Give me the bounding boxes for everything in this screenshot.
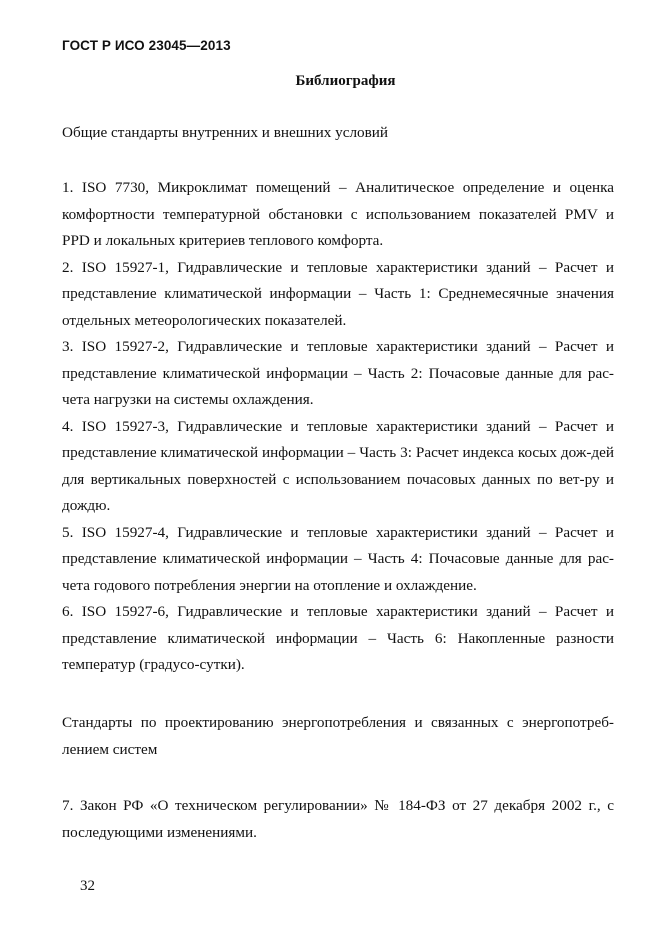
section-heading-general-standards <box>62 120 614 147</box>
reference-list-energy <box>62 793 614 846</box>
document-code-header: ГОСТ Р ИСО 23045—2013 <box>62 38 231 53</box>
reference-item-1: 1. ISO 7730, Микроклимат помещений – Аналитическое определение и оценка комфортности температурной обстановки с использованием показателей PMV и PPD и локальных критериев теплового комфорта. <box>62 179 614 249</box>
section-heading-text: Общие стандарты внутренних и внешних условий <box>62 124 389 141</box>
section-heading-text: Стандарты по проектированию энергопотребления и связанных с энергопотреб-лением систем <box>62 714 614 758</box>
reference-item-5: 5. ISO 15927-4, Гидравлические и тепловые характеристики зданий – Расчет и представление климатической информации – Часть 4: Почасовые данные для рас-чета годового потребления энергии на отопление и охлаждение. <box>62 523 614 594</box>
reference-item-4: 4. ISO 15927-3, Гидравлические и тепловые характеристики зданий – Расчет и представление климатической информации – Часть 3: Расчет индекса косых дож-дей для вертикальных поверхностей с использованием почасовых данных по вет-ру и дождю. <box>62 417 614 514</box>
reference-item-6: 6. ISO 15927-6, Гидравлические и тепловые характеристики зданий – Расчет и представление климатической информации – Часть 6: Накопленные разности температур (градусо-сутки). <box>62 603 614 673</box>
reference-item-2: 2. ISO 15927-1, Гидравлические и тепловые характеристики зданий – Расчет и представление климатической информации – Часть 1: Среднемесячные значения отдельных метеорологических показателей. <box>62 258 614 329</box>
reference-item-3: 3. ISO 15927-2, Гидравлические и тепловые характеристики зданий – Расчет и представление климатической информации – Часть 2: Почасовые данные для рас-чета нагрузки на системы охлаждения. <box>62 338 614 408</box>
reference-list-general <box>62 175 614 679</box>
page-title: Библиография <box>295 73 396 89</box>
section-heading-energy-design-standards <box>62 710 614 763</box>
reference-item-7: 7. Закон РФ «О техническом регулировании» № 184-ФЗ от 27 декабря 2002 г., с последующими изменениями. <box>62 797 614 841</box>
page-number: 32 <box>80 878 95 894</box>
